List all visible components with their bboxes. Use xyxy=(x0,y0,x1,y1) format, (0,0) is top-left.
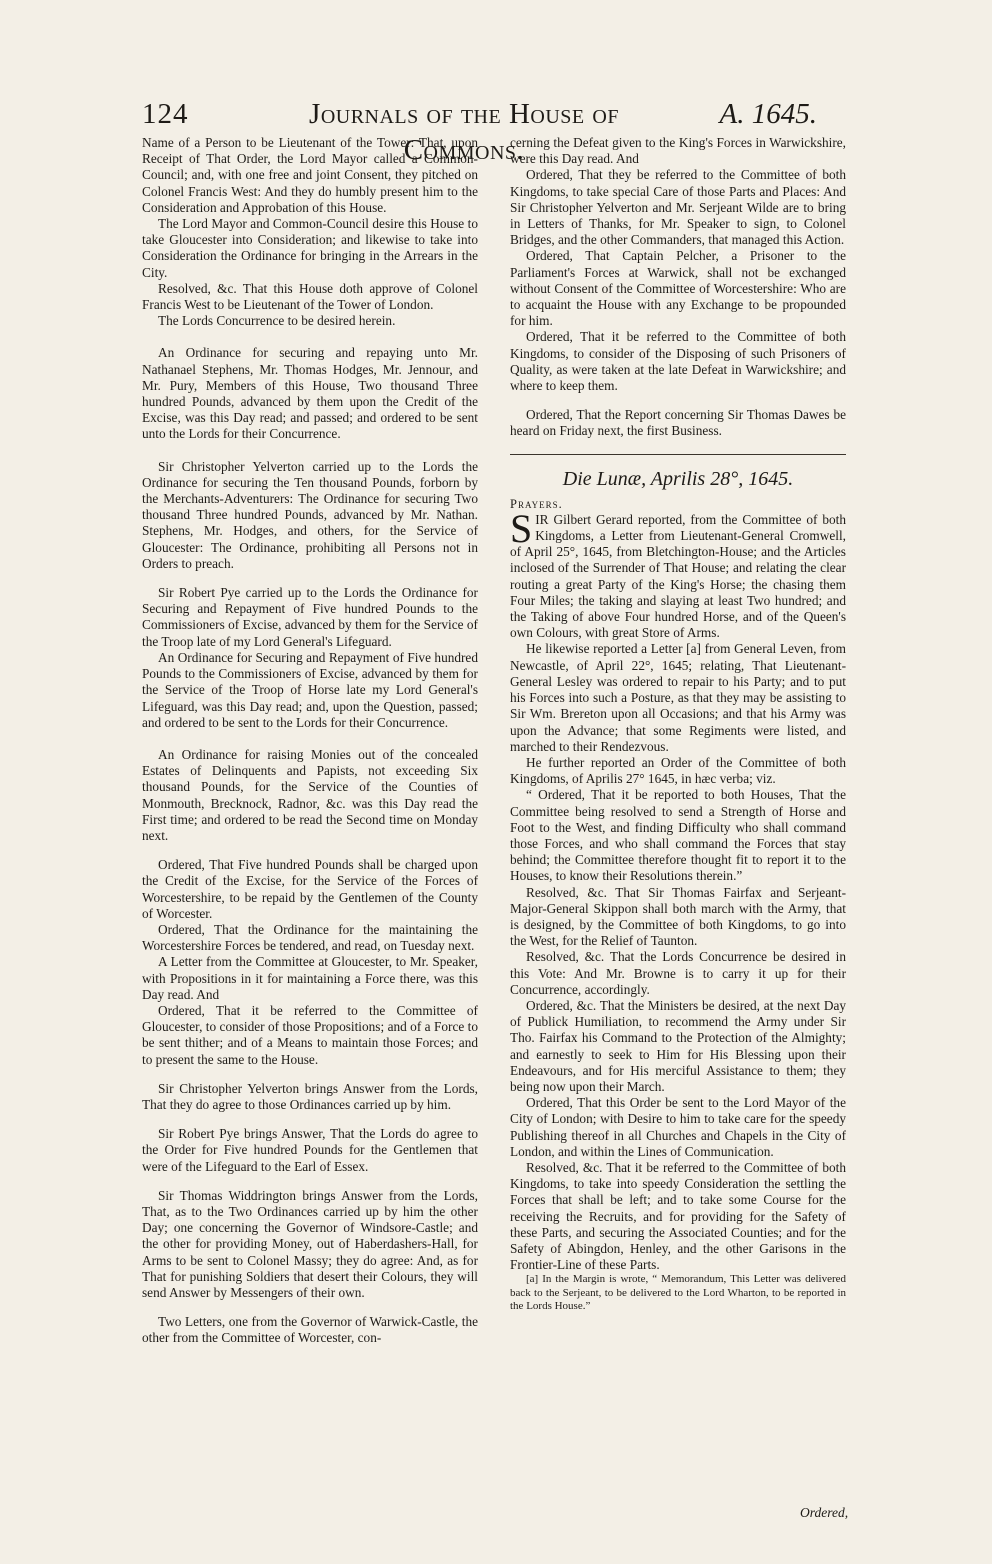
paragraph xyxy=(510,505,846,642)
paragraph: Ordered, That it be referred to the Committee of both Kingdoms, to consider of the Disposing of such Prisoners of Quality, as were taken at the late Defeat in Warwickshire; and where to keep them. xyxy=(510,329,846,394)
paragraph: “ Ordered, That it be reported to both Houses, That the Committee being resolved to send a Strength of Horse and Foot to the West, and finding Difficulty who shall command those Forces, and who shall command the Forces that stay behind; the Committee therefore thought fit to report it to the Houses, to know their Resolutions therein.” xyxy=(510,787,846,884)
paragraph: Ordered, That the Ordinance for the maintaining the Worcestershire Forces be tendered, and read, on Tuesday next. xyxy=(142,921,478,954)
paragraph: Ordered, That this Order be sent to the Lord Mayor of the City of London; with Desire to him to take care for the speedy Publishing thereof in all Churches and Chapels in the City of London, and within the Lines of Communication. xyxy=(510,1095,846,1159)
paragraph: Ordered, That Five hundred Pounds shall be charged upon the Credit of the Excise, for the Service of the Forces of Worcestershire, to be repaid by the Gentlemen of the County of Worcester. xyxy=(142,857,478,921)
paragraph: Sir Christopher Yelverton carried up to the Lords the Ordinance for securing the Ten thousand Pounds, forborn by the Merchants-Adventurers: The Ordinance for securing Two thousand Three hundred Pounds, advanced by Mr. Nathan. Stephens, Mr. Hodges, and others, for the Service of Gloucester: The Ordinance, prohibiting all Persons not in Orders to preach. xyxy=(142,458,478,571)
paragraph: An Ordinance for Securing and Repayment of Five hundred Pounds to the Commissioners of Excise, advanced by them for the Service of the Troop of Horse late my Lord General's Lifeguard, was this Day read; and, upon the Question, passed; and ordered to be sent to the Lords for their Concurrence. xyxy=(142,649,478,730)
prayers-label: Prayers. xyxy=(510,496,563,511)
paragraph: He further reported an Order of the Committee of both Kingdoms, of Aprilis 27° 1645, in hæc verba; viz. xyxy=(510,754,846,787)
paragraph: An Ordinance for raising Monies out of the concealed Estates of Delinquents and Papists, not exceeding Six thousand Pounds, for the Service of the Counties of Monmouth, Brecknock, Radnor, &c. was this Day read the First time; and ordered to be read the Second time on Monday next. xyxy=(142,746,478,843)
paragraph: Resolved, &c. That this House doth approve of Colonel Francis West to be Lieutenant of the Tower of London. xyxy=(142,280,478,313)
drop-cap: S xyxy=(510,505,533,551)
paragraph: Two Letters, one from the Governor of Warwick-Castle, the other from the Committee of Worcester, con- xyxy=(142,1314,478,1346)
section-divider xyxy=(510,454,846,455)
paragraph: An Ordinance for securing and repaying unto Mr. Nathanael Stephens, Mr. Thomas Hodges, Mr. Jennour, and Mr. Pury, Members of this House, Two thousand Three hundred Pounds, advanced by them upon the Credit of the Excise, was this Day read; and passed; and ordered to be sent unto the Lords for their Concurrence. xyxy=(142,345,478,442)
paragraph: Ordered, That the Report concerning Sir Thomas Dawes be heard on Friday next, the first Business. xyxy=(510,407,846,439)
page-number: 124 xyxy=(142,98,189,130)
paragraph: The Lord Mayor and Common-Council desire this House to take Gloucester into Consideration; and likewise to take into Consideration the Ordinance for bringing in the Arrears in the City. xyxy=(142,216,478,280)
paragraph: Resolved, &c. That Sir Thomas Fairfax and Serjeant-Major-General Skippon shall both march with the Army, that is designed, by the Committee of both Kingdoms, to go into the West, for the Relief of Taunton. xyxy=(510,884,846,949)
paragraph: Resolved, &c. That it be referred to the Committee of both Kingdoms, to take into speedy Consideration the settling the Forces that shall be left; and to take some Course for the receiving the Recruits, and for providing for the Safety of these Parts, and securing the Associated Counties; and for the Safety of Abingdon, Henley, and the other Garisons in the Frontier-Line of these Parts. xyxy=(510,1159,846,1273)
left-column xyxy=(142,135,478,1553)
paragraph: Ordered, &c. That the Ministers be desired, at the next Day of Publick Humiliation, to recommend the Army under Sir Tho. Fairfax his Command to the Protection of the Almighty; and earnestly to seek to Him for His Blessing upon their Endeavours, and for His merciful Assistance to them; they being now upon their March. xyxy=(510,997,846,1094)
paragraph: Sir Christopher Yelverton brings Answer from the Lords, That they do agree to those Ordinances carried up by him. xyxy=(142,1080,478,1112)
paragraph: Ordered, That they be referred to the Committee of both Kingdoms, to take special Care of those Parts and Places: And Sir Christopher Yelverton and Mr. Serjeant Wilde are to bring in Letters of Thanks, for Mr. Speaker to sign, to Colonel Bridges, and the other Commanders, that managed this Action. xyxy=(510,167,846,248)
paragraph: The Lords Concurrence to be desired herein. xyxy=(158,313,396,329)
paragraph: Ordered, That Captain Pelcher, a Prisoner to the Parliament's Forces at Warwick, shall not be exchanged without Consent of the Committee of Worcestershire: Who are to acquaint the House with any Exchange to be propounded for him. xyxy=(510,248,846,329)
paragraph: He likewise reported a Letter [a] from General Leven, from Newcastle, of April 22°, 1645; relating, That Lieutenant-General Lesley was ordered to repair to his Party; and to put his Forces into such a Posture, as that they may be assisting to Sir Wm. Brereton upon all Occasions; and that his Army was upon the Advance; that some Regiments were listed, and marched to their Rendezvous. xyxy=(510,641,846,754)
year-mark: A. 1645. xyxy=(719,98,817,130)
paragraph: Resolved, &c. That the Lords Concurrence be desired in this Vote: And Mr. Browne is to carry it up for their Concurrence, accordingly. xyxy=(510,949,846,997)
paragraph: Ordered, That it be referred to the Committee of Gloucester, to consider of those Propositions; and of a Force to be sent thither; and of a Means to maintain those Forces; and to present the same to the House. xyxy=(142,1002,478,1067)
day-heading: Die Lunæ, Aprilis 28°, 1645. xyxy=(562,467,794,490)
paragraph: Sir Robert Pye brings Answer, That the Lords do agree to the Order for Five hundred Pounds for the Gentlemen that were of the Lifeguard to the Earl of Essex. xyxy=(142,1126,478,1174)
paragraph: Sir Robert Pye carried up to the Lords the Ordinance for Securing and Repayment of Five hundred Pounds to the Commissioners of Excise, advanced by them for the Service of the Troop late of my Lord General's Lifeguard. xyxy=(142,585,478,649)
paragraph: Name of a Person to be Lieutenant of the Tower: That, upon Receipt of That Order, the Lord Mayor called a Common-Council; and, with one free and joint Consent, they pitched on Colonel Francis West: And they do humbly present him to the Consideration and Approbation of this House. xyxy=(142,135,478,215)
catchword: Ordered, xyxy=(800,1505,849,1520)
paragraph: cerning the Defeat given to the King's Forces in Warwickshire, were this Day read. And xyxy=(510,135,846,167)
paragraph: Sir Thomas Widdrington brings Answer from the Lords, That, as to the Two Ordinances carried up by him the other Day; one concerning the Governor of Windsore-Castle; and the other for providing Money, out of Haberdashers-Hall, for Arms to be sent to Colonel Massy; they do agree: And, as for That for punishing Soldiers that desert their Colours, they will send Answer by Messengers of their own. xyxy=(142,1187,478,1300)
paragraph: A Letter from the Committee at Gloucester, to Mr. Speaker, with Propositions in it for maintaining a Force there, was this Day read. And xyxy=(142,954,478,1002)
right-column xyxy=(510,135,846,1505)
footnote: [a] In the Margin is wrote, “ Memorandum, This Letter was delivered back to the Serjeant, to be delivered to the Lord Wharton, to be reported in the Lords House.” xyxy=(510,1273,846,1313)
journal-title: Journals of the House of Commons. xyxy=(309,98,619,166)
paragraph-text: IR Gilbert Gerard reported, from the Committee of both Kingdoms, a Letter from Lieutenant-General Cromwell, of April 25°, 1645, from Bletchington-House; and the Articles inclosed of the Surrender of That House; and relating the clear routing a great Party of the King's Horse; the chasing them Four Miles; the taking and slaying at least Two hundred; and the Taking of above Four hundred Horse, and of the Queen's own Colours, with great Store of Arms. xyxy=(510,511,846,641)
